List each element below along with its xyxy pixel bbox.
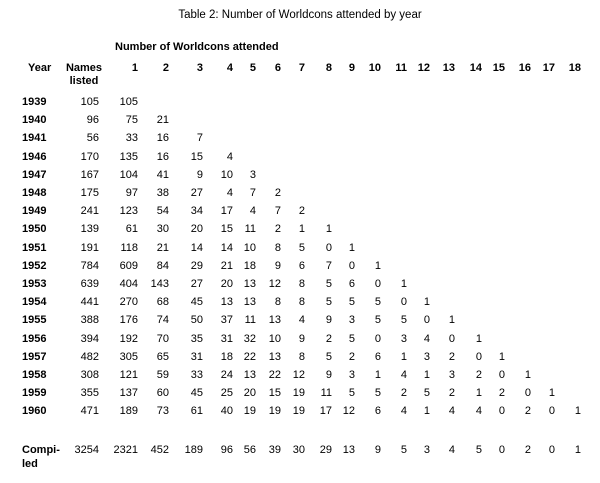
compiled-count-cell: 2 xyxy=(524,444,531,456)
row-count-cell: 0 xyxy=(498,405,505,418)
header-count-7: 7 xyxy=(298,62,305,74)
row-year: 1951 xyxy=(22,241,47,254)
row-year: 1959 xyxy=(22,387,47,400)
row-names-listed: 639 xyxy=(80,278,99,290)
row-count-cell: 17 xyxy=(220,205,233,218)
row-count-cell: 6 xyxy=(374,405,381,418)
row-count-cell: 3 xyxy=(423,350,430,363)
row-count-cell: 1 xyxy=(400,278,407,290)
row-count-cell: 0 xyxy=(448,332,455,345)
row-names-listed: 388 xyxy=(80,314,99,327)
compiled-count-cell: 3 xyxy=(423,444,430,456)
header-count-10: 10 xyxy=(368,62,381,74)
header-count-8: 8 xyxy=(325,62,332,74)
row-count-cell: 16 xyxy=(156,132,169,145)
row-count-cell: 2 xyxy=(298,205,305,218)
row-count-cell: 104 xyxy=(119,168,138,181)
row-count-cell: 97 xyxy=(125,187,138,199)
row-count-cell: 0 xyxy=(374,278,381,290)
header-count-11: 11 xyxy=(395,62,407,74)
row-count-cell: 18 xyxy=(243,259,256,272)
row-count-cell: 2 xyxy=(448,350,455,363)
row-count-cell: 10 xyxy=(268,332,281,345)
row-names-listed: 482 xyxy=(80,350,99,363)
row-count-cell: 37 xyxy=(220,314,233,327)
row-year: 1948 xyxy=(22,187,47,199)
row-count-cell: 0 xyxy=(325,241,332,254)
row-count-cell: 3 xyxy=(348,369,355,381)
row-count-cell: 14 xyxy=(190,241,203,254)
table-title: Table 2: Number of Worldcons attended by year xyxy=(178,9,422,21)
header-count-6: 6 xyxy=(274,62,281,74)
row-count-cell: 15 xyxy=(268,387,281,400)
row-count-cell: 12 xyxy=(292,369,305,381)
header-count-3: 3 xyxy=(196,62,203,74)
row-count-cell: 9 xyxy=(325,314,332,327)
row-count-cell: 24 xyxy=(220,369,233,381)
header-count-18: 18 xyxy=(568,62,581,74)
row-count-cell: 7 xyxy=(249,187,256,199)
row-count-cell: 1 xyxy=(400,350,407,363)
row-count-cell: 4 xyxy=(400,369,407,381)
compiled-count-cell: 9 xyxy=(374,444,381,456)
row-count-cell: 3 xyxy=(400,332,407,345)
row-count-cell: 6 xyxy=(348,278,355,290)
row-year: 1946 xyxy=(22,150,47,163)
row-count-cell: 0 xyxy=(400,296,407,309)
row-count-cell: 22 xyxy=(243,350,256,363)
row-count-cell: 40 xyxy=(220,405,233,418)
row-count-cell: 12 xyxy=(268,278,281,290)
row-count-cell: 11 xyxy=(244,314,256,327)
row-count-cell: 34 xyxy=(190,205,203,218)
row-count-cell: 61 xyxy=(190,405,203,418)
row-count-cell: 5 xyxy=(374,314,381,327)
row-count-cell: 29 xyxy=(190,259,203,272)
row-count-cell: 1 xyxy=(574,405,581,418)
row-count-cell: 20 xyxy=(220,278,233,290)
row-names-listed: 170 xyxy=(80,150,99,163)
row-year: 1949 xyxy=(22,205,47,218)
compiled-count-cell: 56 xyxy=(243,444,256,456)
row-count-cell: 59 xyxy=(156,369,169,381)
row-count-cell: 2 xyxy=(448,387,455,400)
row-count-cell: 9 xyxy=(196,168,203,181)
compiled-count-cell: 13 xyxy=(342,444,355,456)
header-count-1: 1 xyxy=(131,62,138,74)
row-count-cell: 5 xyxy=(348,332,355,345)
row-count-cell: 3 xyxy=(448,369,455,381)
row-count-cell: 38 xyxy=(156,187,169,199)
compiled-count-cell: 2321 xyxy=(113,444,138,456)
row-count-cell: 70 xyxy=(156,332,169,345)
row-count-cell: 2 xyxy=(274,223,281,236)
row-count-cell: 33 xyxy=(190,369,203,381)
group-header: Number of Worldcons attended xyxy=(115,41,279,53)
row-count-cell: 5 xyxy=(374,296,381,309)
row-count-cell: 9 xyxy=(274,259,281,272)
row-year: 1947 xyxy=(22,168,47,181)
row-count-cell: 6 xyxy=(298,259,305,272)
compiled-count-cell: 452 xyxy=(150,444,169,456)
row-count-cell: 10 xyxy=(220,168,233,181)
row-count-cell: 45 xyxy=(190,296,203,309)
row-count-cell: 21 xyxy=(156,241,169,254)
row-count-cell: 1 xyxy=(298,223,305,236)
row-count-cell: 4 xyxy=(298,314,305,327)
row-count-cell: 189 xyxy=(119,405,138,418)
row-count-cell: 61 xyxy=(125,223,138,236)
header-count-2: 2 xyxy=(162,62,169,74)
row-names-listed: 241 xyxy=(80,205,99,218)
row-count-cell: 50 xyxy=(190,314,203,327)
row-count-cell: 74 xyxy=(156,314,169,327)
row-count-cell: 19 xyxy=(268,405,281,418)
row-count-cell: 8 xyxy=(298,350,305,363)
row-year: 1941 xyxy=(22,132,47,145)
row-count-cell: 8 xyxy=(298,296,305,309)
row-names-listed: 308 xyxy=(80,369,99,381)
row-count-cell: 6 xyxy=(374,350,381,363)
compiled-count-cell: 29 xyxy=(319,444,332,456)
row-count-cell: 54 xyxy=(156,205,169,218)
row-year: 1955 xyxy=(22,314,47,327)
row-count-cell: 609 xyxy=(119,259,138,272)
row-count-cell: 137 xyxy=(119,387,138,400)
row-count-cell: 2 xyxy=(524,405,531,418)
row-count-cell: 75 xyxy=(125,114,138,127)
row-count-cell: 15 xyxy=(220,223,233,236)
row-names-listed: 441 xyxy=(80,296,99,309)
row-year: 1952 xyxy=(22,259,47,272)
row-count-cell: 121 xyxy=(119,369,138,381)
row-names-listed: 139 xyxy=(80,223,99,236)
row-count-cell: 118 xyxy=(120,241,138,254)
row-count-cell: 13 xyxy=(268,350,281,363)
header-count-13: 13 xyxy=(442,62,455,74)
row-count-cell: 192 xyxy=(119,332,138,345)
row-count-cell: 404 xyxy=(119,278,138,290)
row-count-cell: 11 xyxy=(320,387,332,400)
header-names: Names xyxy=(65,62,103,74)
row-count-cell: 4 xyxy=(475,405,482,418)
row-count-cell: 1 xyxy=(374,369,381,381)
compiled-count-cell: 189 xyxy=(184,444,203,456)
row-count-cell: 45 xyxy=(190,387,203,400)
row-count-cell: 17 xyxy=(319,405,332,418)
row-count-cell: 5 xyxy=(423,387,430,400)
row-names-listed: 105 xyxy=(80,96,99,108)
row-count-cell: 19 xyxy=(292,387,305,400)
row-count-cell: 73 xyxy=(156,405,169,418)
row-count-cell: 3 xyxy=(249,168,256,181)
row-count-cell: 31 xyxy=(190,350,203,363)
row-names-listed: 471 xyxy=(80,405,99,418)
compiled-label-cont: led xyxy=(22,458,38,470)
row-count-cell: 33 xyxy=(125,132,138,145)
compiled-count-cell: 4 xyxy=(448,444,455,456)
header-count-9: 9 xyxy=(348,62,355,74)
row-count-cell: 27 xyxy=(190,278,203,290)
row-count-cell: 135 xyxy=(119,150,138,163)
compiled-count-cell: 39 xyxy=(268,444,281,456)
row-count-cell: 123 xyxy=(119,205,138,218)
row-count-cell: 0 xyxy=(524,387,531,400)
row-count-cell: 32 xyxy=(243,332,256,345)
row-count-cell: 8 xyxy=(298,278,305,290)
row-count-cell: 12 xyxy=(342,405,355,418)
row-count-cell: 84 xyxy=(156,259,169,272)
compiled-count-cell: 0 xyxy=(548,444,555,456)
row-year: 1960 xyxy=(22,405,47,418)
row-count-cell: 0 xyxy=(348,259,355,272)
row-count-cell: 176 xyxy=(119,314,138,327)
row-count-cell: 25 xyxy=(220,387,233,400)
row-count-cell: 5 xyxy=(348,296,355,309)
row-count-cell: 14 xyxy=(220,241,233,254)
row-count-cell: 4 xyxy=(400,405,407,418)
row-count-cell: 11 xyxy=(244,223,256,236)
row-count-cell: 5 xyxy=(325,350,332,363)
row-count-cell: 3 xyxy=(348,314,355,327)
header-count-5: 5 xyxy=(249,62,256,74)
compiled-count-cell: 5 xyxy=(475,444,482,456)
row-count-cell: 1 xyxy=(325,223,332,236)
row-count-cell: 8 xyxy=(274,296,281,309)
header-count-16: 16 xyxy=(518,62,531,74)
compiled-count-cell: 0 xyxy=(498,444,505,456)
row-names-listed: 355 xyxy=(80,387,99,400)
row-count-cell: 1 xyxy=(348,241,355,254)
row-count-cell: 8 xyxy=(274,241,281,254)
row-names-listed: 784 xyxy=(80,259,99,272)
row-count-cell: 1 xyxy=(423,369,430,381)
row-count-cell: 18 xyxy=(220,350,233,363)
row-count-cell: 22 xyxy=(268,369,281,381)
row-count-cell: 5 xyxy=(374,387,381,400)
row-count-cell: 13 xyxy=(268,314,281,327)
row-count-cell: 35 xyxy=(190,332,203,345)
row-count-cell: 13 xyxy=(243,278,256,290)
row-count-cell: 4 xyxy=(423,332,430,345)
row-count-cell: 60 xyxy=(156,387,169,400)
row-count-cell: 21 xyxy=(156,114,169,127)
row-count-cell: 0 xyxy=(374,332,381,345)
row-count-cell: 41 xyxy=(156,168,169,181)
row-count-cell: 27 xyxy=(190,187,203,199)
compiled-count-cell: 1 xyxy=(574,444,581,456)
row-count-cell: 21 xyxy=(220,259,233,272)
row-count-cell: 13 xyxy=(220,296,233,309)
row-year: 1953 xyxy=(22,278,47,290)
row-count-cell: 1 xyxy=(475,332,482,345)
compiled-label: Compi- xyxy=(22,444,60,456)
row-count-cell: 9 xyxy=(325,369,332,381)
row-count-cell: 68 xyxy=(156,296,169,309)
row-count-cell: 30 xyxy=(156,223,169,236)
row-year: 1958 xyxy=(22,369,47,381)
row-count-cell: 20 xyxy=(243,387,256,400)
row-year: 1939 xyxy=(22,96,47,108)
row-names-listed: 394 xyxy=(80,332,99,345)
row-count-cell: 5 xyxy=(348,387,355,400)
row-names-listed: 96 xyxy=(86,114,99,127)
row-count-cell: 7 xyxy=(196,132,203,145)
row-count-cell: 1 xyxy=(524,369,531,381)
row-count-cell: 4 xyxy=(249,205,256,218)
row-count-cell: 1 xyxy=(374,259,381,272)
row-count-cell: 19 xyxy=(243,405,256,418)
row-count-cell: 31 xyxy=(220,332,233,345)
row-count-cell: 0 xyxy=(548,405,555,418)
row-count-cell: 13 xyxy=(243,369,256,381)
row-count-cell: 20 xyxy=(190,223,203,236)
row-count-cell: 2 xyxy=(498,387,505,400)
row-year: 1957 xyxy=(22,350,47,363)
row-count-cell: 0 xyxy=(423,314,430,327)
row-count-cell: 143 xyxy=(150,278,169,290)
row-count-cell: 1 xyxy=(448,314,455,327)
row-count-cell: 15 xyxy=(190,150,203,163)
row-names-listed: 175 xyxy=(80,187,99,199)
row-year: 1956 xyxy=(22,332,47,345)
row-count-cell: 2 xyxy=(274,187,281,199)
row-count-cell: 5 xyxy=(325,278,332,290)
row-count-cell: 1 xyxy=(475,387,482,400)
compiled-count-cell: 30 xyxy=(292,444,305,456)
row-count-cell: 0 xyxy=(475,350,482,363)
row-count-cell: 2 xyxy=(400,387,407,400)
row-count-cell: 9 xyxy=(298,332,305,345)
row-count-cell: 1 xyxy=(423,405,430,418)
row-names-listed: 191 xyxy=(80,241,99,254)
row-count-cell: 4 xyxy=(448,405,455,418)
row-count-cell: 1 xyxy=(548,387,555,400)
row-count-cell: 2 xyxy=(475,369,482,381)
header-count-17: 17 xyxy=(542,62,555,74)
row-count-cell: 2 xyxy=(348,350,355,363)
header-year: Year xyxy=(28,62,52,74)
row-year: 1954 xyxy=(22,296,47,309)
row-count-cell: 1 xyxy=(498,350,505,363)
row-count-cell: 1 xyxy=(423,296,430,309)
row-count-cell: 13 xyxy=(243,296,256,309)
row-count-cell: 19 xyxy=(292,405,305,418)
row-count-cell: 5 xyxy=(298,241,305,254)
row-year: 1950 xyxy=(22,223,47,236)
row-count-cell: 5 xyxy=(325,296,332,309)
row-count-cell: 105 xyxy=(119,96,138,108)
compiled-count-cell: 96 xyxy=(220,444,233,456)
compiled-count-cell: 5 xyxy=(400,444,407,456)
row-count-cell: 4 xyxy=(226,187,233,199)
row-count-cell: 270 xyxy=(119,296,138,309)
row-count-cell: 2 xyxy=(325,332,332,345)
row-count-cell: 4 xyxy=(226,150,233,163)
row-count-cell: 65 xyxy=(156,350,169,363)
row-count-cell: 0 xyxy=(498,369,505,381)
row-count-cell: 16 xyxy=(156,150,169,163)
row-names-listed: 56 xyxy=(86,132,99,145)
header-count-4: 4 xyxy=(226,62,233,74)
header-count-12: 12 xyxy=(417,62,430,74)
row-count-cell: 305 xyxy=(119,350,138,363)
row-year: 1940 xyxy=(22,114,47,127)
header-listed: listed xyxy=(69,75,99,87)
row-count-cell: 7 xyxy=(325,259,332,272)
compiled-names-listed: 3254 xyxy=(74,444,99,456)
row-count-cell: 5 xyxy=(400,314,407,327)
row-count-cell: 10 xyxy=(243,241,256,254)
row-names-listed: 167 xyxy=(80,168,99,181)
header-count-15: 15 xyxy=(492,62,505,74)
header-count-14: 14 xyxy=(469,62,482,74)
row-count-cell: 7 xyxy=(274,205,281,218)
